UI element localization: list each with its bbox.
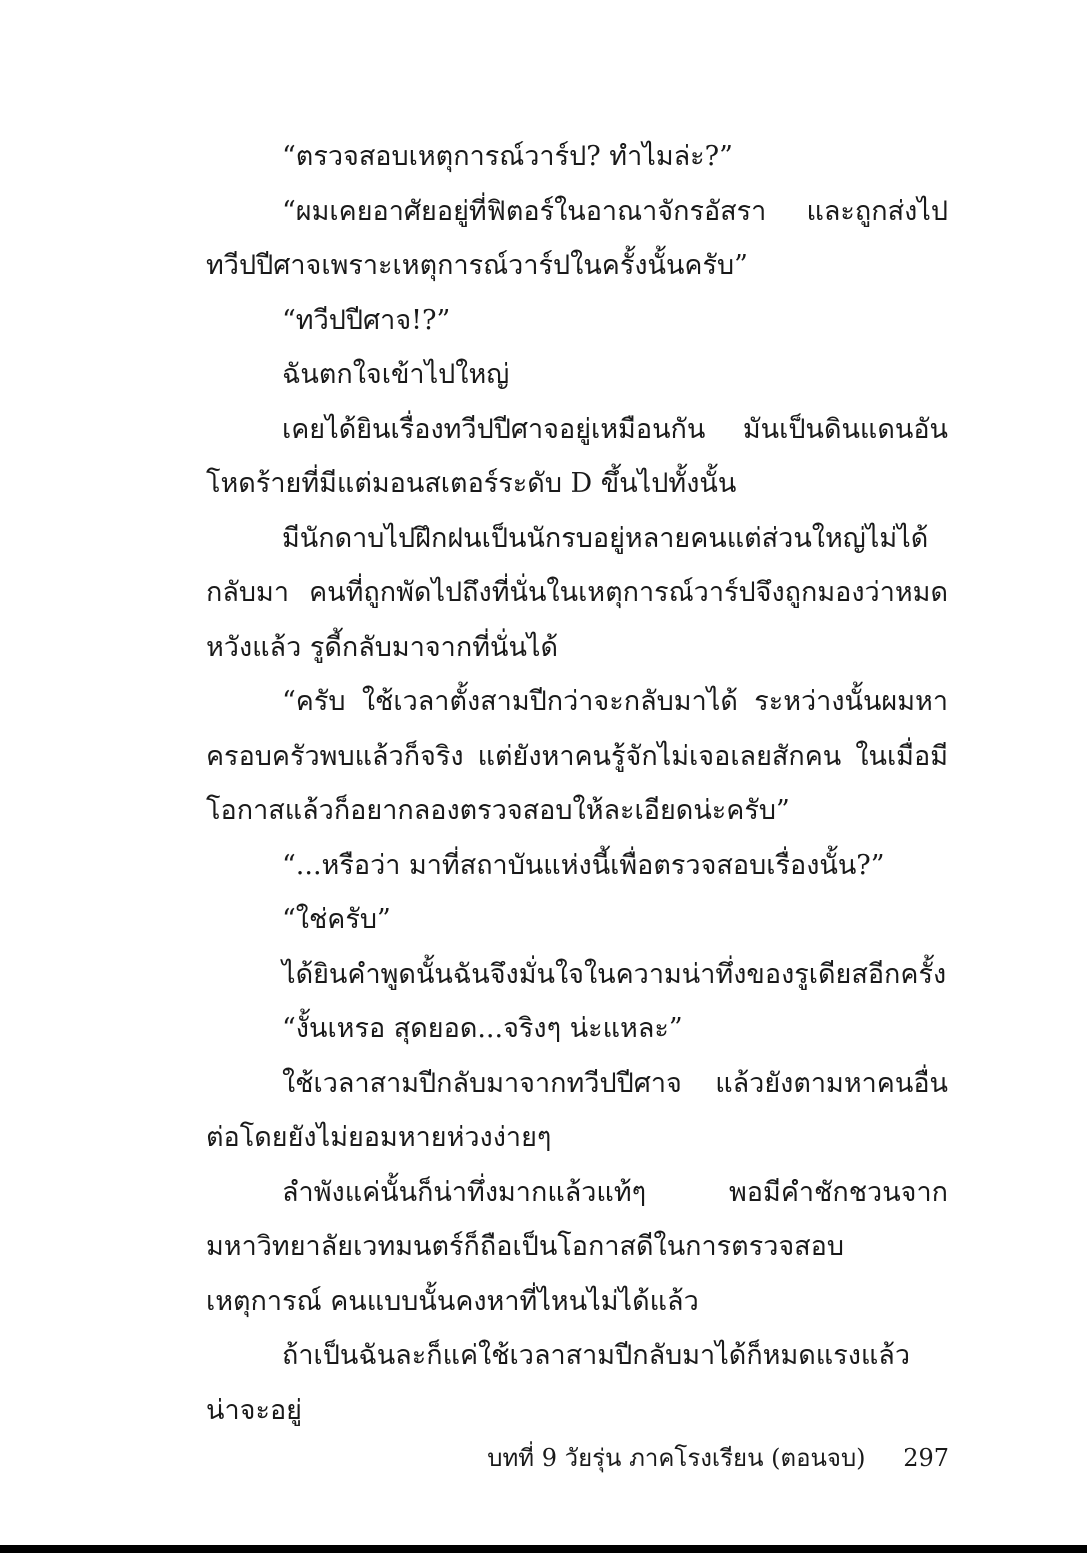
paragraph: “ผมเคยอาศัยอยู่ที่ฟิตอร์ในอาณาจักรอัสรา และถูกส่งไปทวีปปีศาจเพราะเหตุการณ์วาร์ปในครั้งนั้นครับ” — [206, 195, 948, 281]
page-number: 297 — [903, 1444, 949, 1472]
paragraph: “ทวีปปีศาจ!?” — [282, 304, 451, 336]
bottom-border — [0, 1545, 1087, 1553]
paragraph: “ใช่ครับ” — [282, 904, 391, 935]
paragraph: ถ้าเป็นฉันละก็แค่ใช้เวลาสามปีกลับมาได้ก็หมดแรงแล้ว น่าจะอยู่ — [206, 1340, 911, 1426]
paragraph: “...หรือว่า มาที่สถาบันแห่งนี้เพื่อตรวจสอบเรื่องนั้น?” — [282, 849, 885, 881]
chapter-title: บทที่ 9 วัยรุ่น ภาคโรงเรียน (ตอนจบ) — [487, 1444, 866, 1472]
paragraph: มีนักดาบไปฝึกฝนเป็นนักรบอยู่หลายคนแต่ส่วนใหญ่ไม่ได้กลับมา คนที่ถูกพัดไปถึงที่นั่นในเหตุการณ์วาร์ปจึงถูกมองว่าหมดหวังแล้ว รูดี้กลับมาจากที่นั่นได้ — [206, 522, 948, 663]
paragraph: ฉันตกใจเข้าไปใหญ่ — [282, 359, 510, 390]
paragraph: “ตรวจสอบเหตุการณ์วาร์ป? ทำไมล่ะ?” — [282, 141, 733, 172]
paragraph: ลำพังแค่นั้นก็น่าทึ่งมากแล้วแท้ๆ พอมีคำชักชวนจากมหาวิทยาลัยเวทมนตร์ก็ถือเป็นโอกาสดีในการตรวจสอบเหตุการณ์ คนแบบนั้นคงหาที่ไหนไม่ได้แล้ว — [206, 1176, 948, 1317]
paragraph: ได้ยินคำพูดนั้นฉันจึงมั่นใจในความน่าทึ่งของรูเดียสอีกครั้ง — [282, 958, 947, 990]
page-body — [206, 130, 948, 1438]
paragraph: “ครับ ใช้เวลาตั้งสามปีกว่าจะกลับมาได้ ระหว่างนั้นผมหาครอบครัวพบแล้วก็จริง แต่ยังหาคนรู้จักไม่เจอเลยสักคน ในเมื่อมีโอกาสแล้วก็อยากลองตรวจสอบให้ละเอียดน่ะครับ” — [206, 686, 948, 826]
paragraph: “งั้นเหรอ สุดยอด...จริงๆ น่ะแหละ” — [282, 1013, 683, 1044]
page-footer — [487, 1438, 949, 1478]
paragraph: ใช้เวลาสามปีกลับมาจากทวีปปีศาจ แล้วยังตามหาคนอื่นต่อโดยยังไม่ยอมหายห่วงง่ายๆ — [206, 1067, 948, 1153]
paragraph: เคยได้ยินเรื่องทวีปปีศาจอยู่เหมือนกัน มันเป็นดินแดนอันโหดร้ายที่มีแต่มอนสเตอร์ระดับ D ขึ้นไปทั้งนั้น — [206, 413, 948, 499]
